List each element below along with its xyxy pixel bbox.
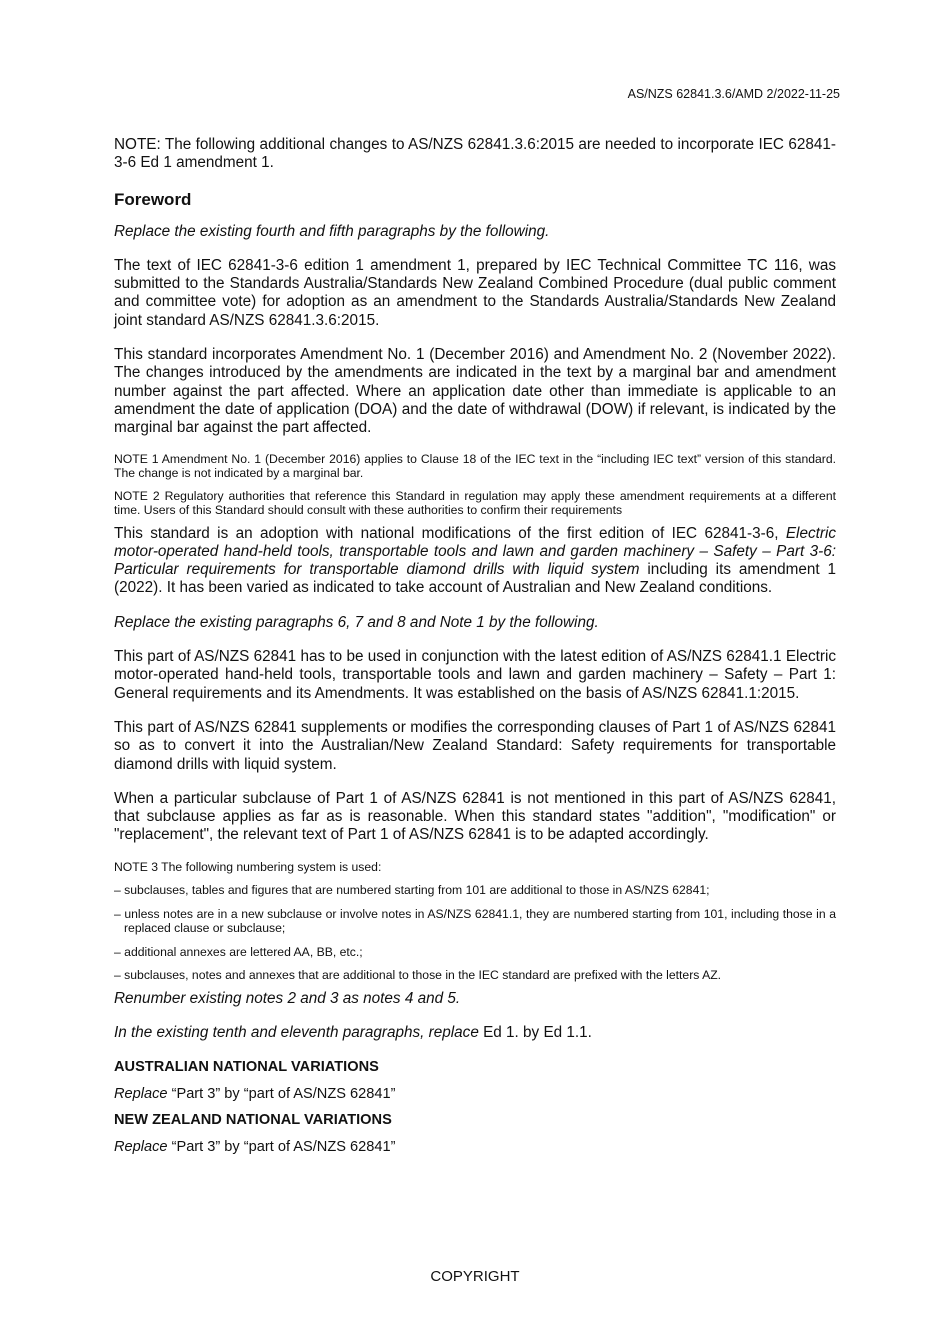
paragraph-conjunction: This part of AS/NZS 62841 has to be used in conjunction with the latest edition of AS/NZS 62841.1 Electric motor-operated hand-held tools, transportable tools and lawn and garden machinery – Safety – Part 1: General requirements and its Amendments. It was established on the basis of AS/NZS 62841.1:2015. [114, 648, 836, 702]
note-2: NOTE 2 Regulatory authorities that reference this Standard in regulation may apply these amendment requirements at a different time. Users of this Standard should consult with these authorities to confirm their requirements [114, 488, 836, 518]
foreword-heading: Foreword [114, 189, 192, 209]
nz-replace-detail: “Part 3” by “part of AS/NZS 62841” [167, 1139, 396, 1156]
intro-note: NOTE: The following additional changes to AS/NZS 62841.3.6:2015 are needed to incorporate IEC 62841-3-6 Ed 1 amendment 1. [114, 136, 836, 172]
paragraph-adoption [114, 525, 836, 598]
copyright-footer: COPYRIGHT [430, 1268, 520, 1285]
note-1: NOTE 1 Amendment No. 1 (December 2016) applies to Clause 18 of the IEC text in the “including IEC text” version of this standard. The change is not indicated by a marginal bar. [114, 451, 836, 481]
list-item: – unless notes are in a new subclause or involve notes in AS/NZS 62841.1, they are numbered starting from 101, including those in a replaced clause or subclause; [114, 906, 836, 936]
document-body [114, 136, 836, 1156]
paragraph-subclause: When a particular subclause of Part 1 of AS/NZS 62841 is not mentioned in this part of AS/NZS 62841, that subclause applies as far as is reasonable. When this standard states "addition", "modification" or "replacement", the relevant text of Part 1 of AS/NZS 62841 is to be adapted accordingly. [114, 789, 836, 844]
adoption-text-end: including its amendment 1 (2022). It has been varied as indicated to take account of Australian and New Zealand conditions. [114, 561, 837, 597]
adoption-standard-title: Electric motor-operated hand-held tools, transportable tools and lawn and garden machinery – Safety – Part 3-6: Particular requirements for transportable diamond drills with liquid system [114, 524, 836, 579]
instruction-replace-paragraphs-4-5: Replace the existing fourth and fifth paragraphs by the following. [114, 222, 550, 240]
au-replace-word: Replace [114, 1086, 168, 1103]
list-item: – additional annexes are lettered AA, BB, etc.; [114, 944, 363, 959]
document-id-header: AS/NZS 62841.3.6/AMD 2/2022-11-25 [627, 87, 840, 101]
instruction-replace-paragraphs-6-8: Replace the existing paragraphs 6, 7 and 8 and Note 1 by the following. [114, 613, 599, 631]
instruction-replace-edition-italic: In the existing tenth and eleventh paragraphs, replace [114, 1024, 479, 1042]
paragraph-amendments: This standard incorporates Amendment No. 1 (December 2016) and Amendment No. 2 (November 2022). The changes introduced by the amendments are indicated in the text by a marginal bar and amendment number against the part affected. Where an application date other than immediate is applicable to an amendment the date of application (DOA) and the date of withdrawal (DOW) if relevant, is indicated by the marginal bar against the part affected. [114, 346, 836, 437]
new-zealand-variations-heading: NEW ZEALAND NATIONAL VARIATIONS [114, 1112, 392, 1129]
note-3: NOTE 3 The following numbering system is used: [114, 859, 382, 874]
australian-variations-heading: AUSTRALIAN NATIONAL VARIATIONS [114, 1059, 379, 1076]
australian-variation-text [114, 1085, 836, 1103]
list-item: – subclauses, tables and figures that are numbered starting from 101 are additional to those in AS/NZS 62841; [114, 883, 710, 898]
instruction-replace-edition [114, 1024, 836, 1042]
new-zealand-variation-text [114, 1138, 836, 1156]
nz-replace-word: Replace [114, 1139, 168, 1156]
instruction-renumber-notes: Renumber existing notes 2 and 3 as notes 4 and 5. [114, 989, 461, 1007]
list-item: – subclauses, notes and annexes that are additional to those in the IEC standard are prefixed with the letters AZ. [114, 968, 722, 983]
instruction-replace-edition-rest: Ed 1. by Ed 1.1. [478, 1024, 592, 1042]
adoption-text-start: This standard is an adoption with national modifications of the first edition of IEC 62841-3-6, [114, 524, 786, 542]
au-replace-detail: “Part 3” by “part of AS/NZS 62841” [167, 1086, 396, 1103]
paragraph-committee: The text of IEC 62841-3-6 edition 1 amendment 1, prepared by IEC Technical Committee TC 116, was submitted to the Standards Australia/Standards New Zealand Combined Procedure (dual public comment and committee vote) for adoption as an amendment to the Standards Australia/Standards New Zealand joint standard AS/NZS 62841.3.6:2015. [114, 256, 836, 329]
paragraph-supplements: This part of AS/NZS 62841 supplements or modifies the corresponding clauses of Part 1 of AS/NZS 62841 so as to convert it into the Australian/New Zealand Standard: Safety requirements for transportable diamond drills with liquid system. [114, 718, 836, 773]
